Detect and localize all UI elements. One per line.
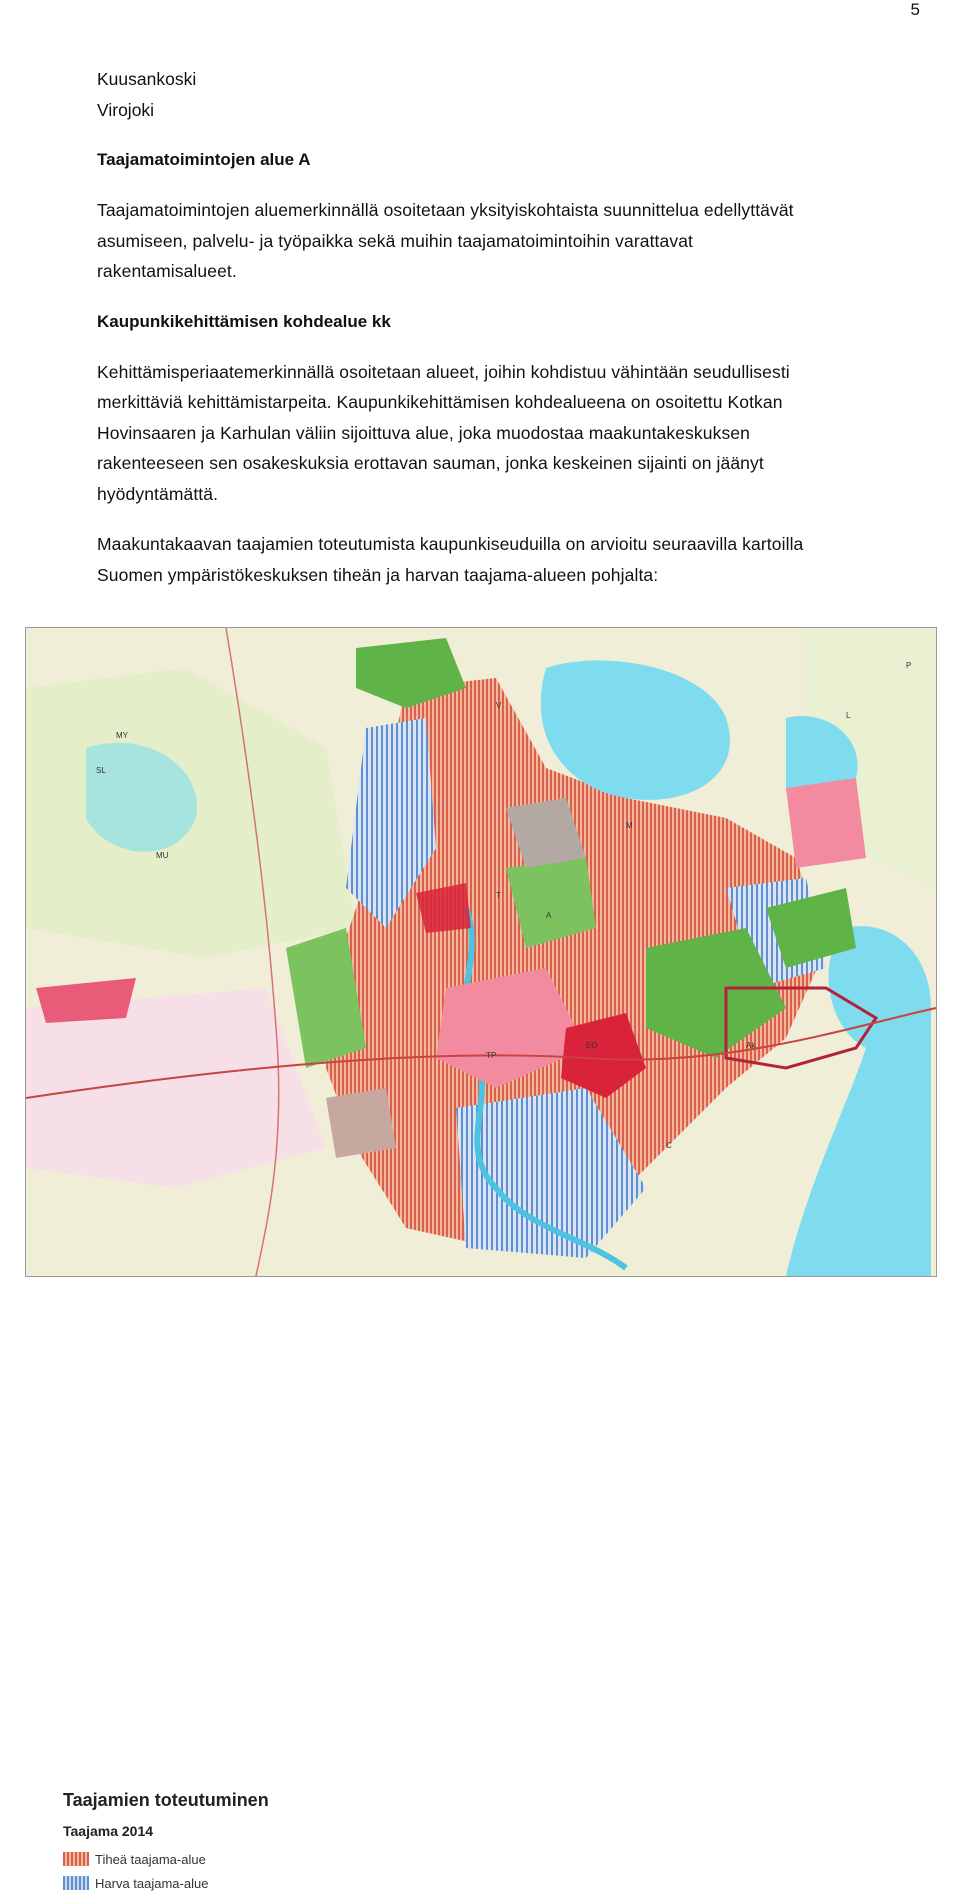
map-label: P xyxy=(906,661,912,670)
legend-title: Taajamien toteutuminen xyxy=(63,1790,269,1810)
section-kk-line-1: Kehittämisperiaatemerkinnällä osoitetaan alueet, joihin kohdistuu vähintään seudullisesti xyxy=(97,361,790,382)
legend-subtitle: Taajama 2014 xyxy=(63,1823,154,1839)
section-kk-line-3: Hovinsaaren ja Karhulan väliin sijoittuva alue, joka muodostaa maakuntakeskuksen xyxy=(97,422,750,443)
map-label: SL xyxy=(96,766,106,775)
intro-line-1: Maakuntakaavan taajamien toteutumista kaupunkiseuduilla on arvioitu seuraavilla kartoilla xyxy=(97,534,804,554)
section-a-title: Taajamatoimintojen alue A xyxy=(97,150,311,169)
legend-swatch-sparse xyxy=(63,1876,89,1890)
map-label: MU xyxy=(156,851,169,860)
map-grey-2 xyxy=(326,1088,396,1158)
map-pink-2 xyxy=(786,778,866,868)
section-a-line-2: asumiseen, palvelu- ja työpaikka sekä muihin taajamatoimintoihin varattavat xyxy=(97,230,693,251)
page-number: 5 xyxy=(910,0,920,19)
map-label: EO xyxy=(586,1041,598,1050)
map-label: A xyxy=(546,911,552,920)
section-kk-line-5: hyödyntämättä. xyxy=(97,483,219,504)
legend-item-dense xyxy=(63,1850,206,1868)
map-label: L xyxy=(846,711,851,720)
map-label: M xyxy=(626,821,633,830)
section-a-line-1: Taajamatoimintojen aluemerkinnällä osoitetaan yksityiskohtaista suunnittelua edellyttävät xyxy=(97,200,794,220)
map-label: C xyxy=(666,1141,672,1150)
map-label: V xyxy=(496,701,502,710)
section-kk-line-2: merkittäviä kehittämistarpeita. Kaupunkikehittämisen kohdealueena on osoitettu Kotkan xyxy=(97,392,783,412)
intro-line-2: Suomen ympäristökeskuksen tiheän ja harvan taajama-alueen pohjalta: xyxy=(97,564,659,585)
legend-swatch-dense xyxy=(63,1852,89,1866)
legend-item-sparse xyxy=(63,1874,208,1892)
map-label: MY xyxy=(116,731,128,740)
header-line-2: Virojoki xyxy=(97,99,155,120)
map-label: Ak xyxy=(746,1041,756,1050)
legend-label-sparse: Harva taajama-alue xyxy=(95,1875,209,1891)
map-legend xyxy=(59,1786,269,1898)
section-kk-title: Kaupunkikehittämisen kohdealue kk xyxy=(97,311,391,331)
document-body xyxy=(97,64,917,590)
legend-label-dense: Tiheä taajama-alue xyxy=(95,1851,206,1867)
map-label: TP xyxy=(486,1051,497,1060)
header-line-1: Kuusankoski xyxy=(97,69,197,89)
map-graphic xyxy=(26,628,936,1276)
section-kk-line-4: rakenteeseen sen osakeskuksia erottavan sauman, jonka keskeinen sijainti on jäänyt xyxy=(97,453,764,473)
section-a-line-3: rakentamisalueet. xyxy=(97,261,237,281)
map-label: T xyxy=(496,891,501,900)
urban-area-map xyxy=(25,627,937,1891)
